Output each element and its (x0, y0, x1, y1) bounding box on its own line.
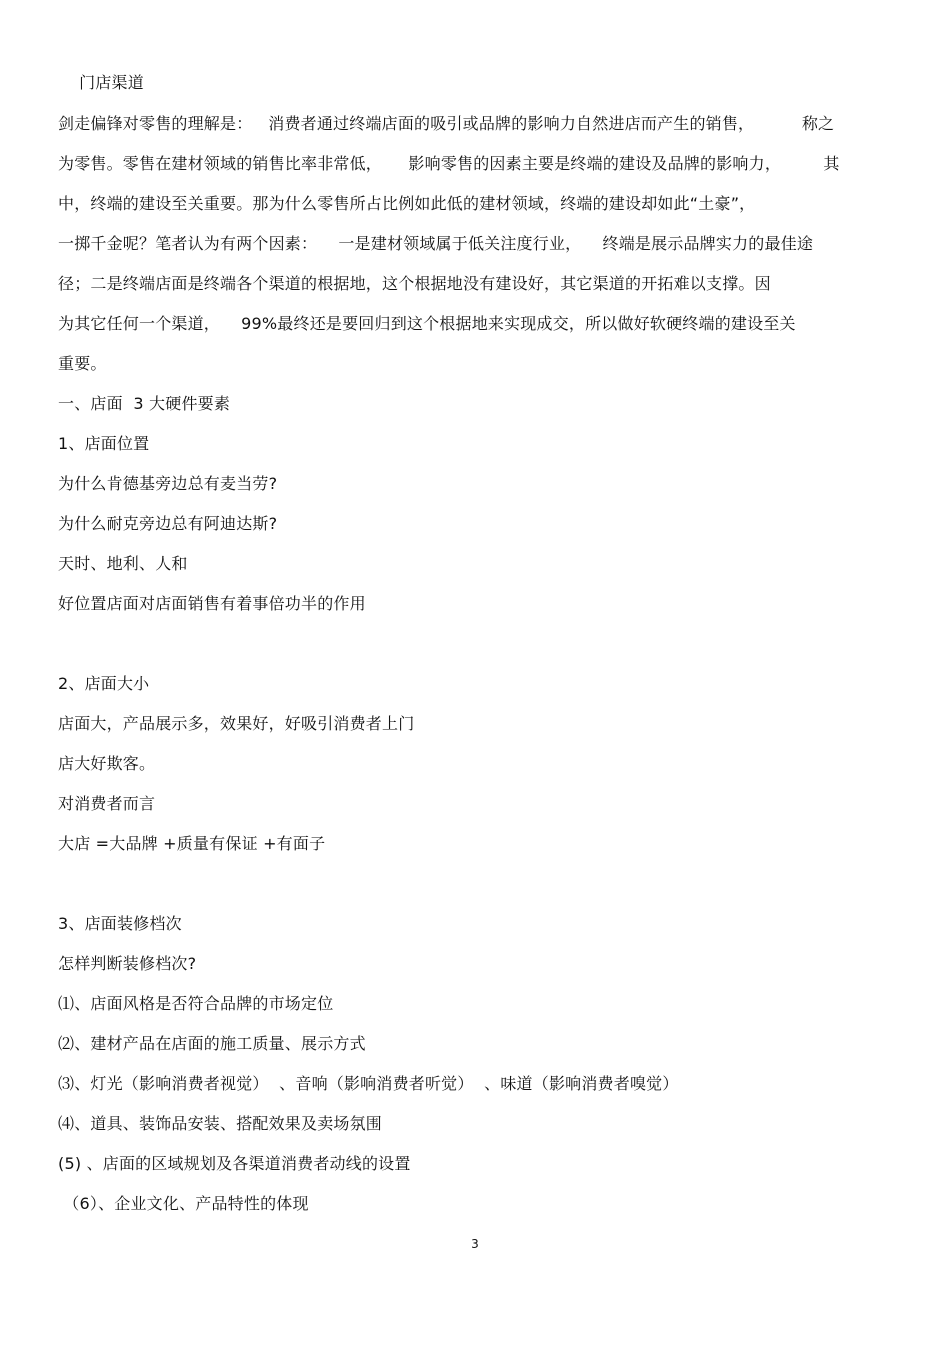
paragraph-line: 重要。 (58, 354, 107, 373)
text-line: 为什么耐克旁边总有阿迪达斯? (58, 514, 278, 533)
text-line: 对消费者而言 (58, 794, 156, 813)
text-line: 天时、地利、人和 (58, 554, 188, 573)
list-item: （6）、企业文化、产品特性的体现 (58, 1194, 309, 1213)
list-item: ⑵、建材产品在店面的施工质量、展示方式 (58, 1034, 366, 1053)
text-line: 店大好欺客。 (58, 754, 156, 773)
heading: 一、店面 3 大硬件要素 (58, 394, 231, 413)
list-item: (5) 、店面的区域规划及各渠道消费者动线的设置 (58, 1154, 411, 1173)
subheading: 3、店面装修档次 (58, 914, 182, 933)
paragraph-line: 剑走偏锋对零售的理解是： 消费者通过终端店面的吸引或品牌的影响力自然进店而产生的销售， 称之 (58, 114, 835, 133)
list-item: ⑴、店面风格是否符合品牌的市场定位 (58, 994, 334, 1013)
list-item: ⑷、道具、装饰品安装、搭配效果及卖场氛围 (58, 1114, 383, 1133)
paragraph-line: 一掷千金呢？笔者认为有两个因素： 一是建材领域属于低关注度行业， 终端是展示品牌实力的最佳途 (58, 234, 814, 253)
subheading: 1、店面位置 (58, 434, 150, 453)
list-item: ⑶、灯光（影响消费者视觉） 、音响（影响消费者听觉） 、味道（影响消费者嗅觉） (58, 1074, 679, 1093)
paragraph-line: 为其它任何一个渠道， 99%最终还是要回归到这个根据地来实现成交，所以做好软硬终端的建设至关 (58, 314, 796, 333)
paragraph-line: 中，终端的建设至关重要。那为什么零售所占比例如此低的建材领域，终端的建设却如此“土豪”， (58, 194, 756, 213)
text-line: 怎样判断装修档次? (58, 954, 197, 973)
text-line: 好位置店面对店面销售有着事倍功半的作用 (58, 594, 366, 613)
text-line: 为什么肯德基旁边总有麦当劳? (58, 474, 278, 493)
section-title: 门店渠道 (58, 73, 144, 92)
text-line: 店面大，产品展示多，效果好，好吸引消费者上门 (58, 714, 415, 733)
text-line: 大店 =大品牌 +质量有保证 +有面子 (58, 834, 326, 853)
paragraph-line: 为零售。零售在建材领域的销售比率非常低， 影响零售的因素主要是终端的建设及品牌的影响力， 其 (58, 154, 840, 173)
page-number: 3 (471, 1237, 479, 1251)
paragraph-line: 径；二是终端店面是终端各个渠道的根据地，这个根据地没有建设好，其它渠道的开拓难以支撑。因 (58, 274, 771, 293)
subheading: 2、店面大小 (58, 674, 150, 693)
